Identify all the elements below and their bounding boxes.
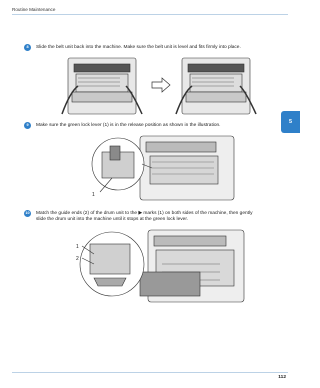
step-8-bullet: 8 <box>24 44 31 51</box>
fig2-callout-1: 1 <box>92 192 95 198</box>
header-title: Routine Maintenance <box>12 7 56 12</box>
header-rule <box>12 14 288 15</box>
step-10-bullet: 10 <box>25 211 30 215</box>
lock-lever-illustration <box>80 128 240 208</box>
footer-rule <box>12 372 288 373</box>
step-10-text-line1: Match the guide ends (2) of the drum unit to the ▶ marks (1) on both sides of the machine, then gently <box>36 210 253 216</box>
step-10-text-line2: slide the drum unit into the machine until it stops at the green lock lever. <box>36 216 188 222</box>
hollow-right-arrow-icon <box>152 78 170 92</box>
drum-unit-illustration <box>70 224 250 314</box>
belt-unit-illustration <box>60 52 260 122</box>
step-9-text: Make sure the green lock lever (1) is in the release position as shown in the illustration. <box>36 122 221 128</box>
step-9-bullet: 9 <box>24 122 31 129</box>
chapter-tab[interactable]: 5 <box>281 111 300 133</box>
step-8-text: Slide the belt unit back into the machine. Make sure the belt unit is level and fits firmly into place. <box>36 44 241 50</box>
page-number: 112 <box>278 375 286 380</box>
fig3-callout-1: 1 <box>76 244 79 250</box>
fig3-callout-2: 2 <box>76 256 79 262</box>
